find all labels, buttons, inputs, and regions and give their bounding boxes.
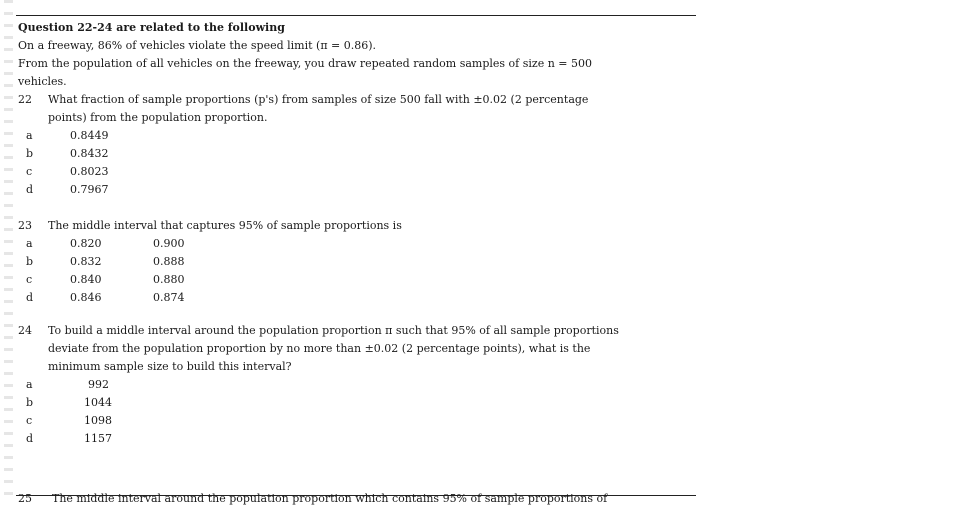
intro-line: On a freeway, 86% of vehicles violate the speed limit (π = 0.86).: [18, 39, 377, 52]
option-letter: c: [26, 165, 33, 178]
option-upper: 0.880: [153, 273, 185, 286]
option-letter: b: [26, 147, 34, 160]
option-d: [18, 430, 698, 448]
question-23: [18, 217, 698, 235]
section-heading: Question 22-24 are related to the following: [18, 21, 285, 34]
question-text: deviate from the population proportion by no more than ±0.02 (2 percentage points), what is the: [48, 342, 591, 355]
intro-line: vehicles.: [18, 75, 67, 88]
option-d: [18, 181, 698, 199]
question-block: [18, 19, 698, 448]
option-letter: a: [26, 378, 33, 391]
top-rule: [16, 15, 696, 16]
option-letter: d: [26, 432, 34, 445]
option-a: [18, 376, 698, 394]
option-letter: d: [26, 291, 34, 304]
option-c: [18, 412, 698, 430]
option-lower: 0.832: [70, 255, 102, 268]
option-value: 0.8023: [70, 165, 109, 178]
option-letter: b: [26, 255, 34, 268]
option-d: [18, 289, 698, 307]
option-b: [18, 253, 698, 271]
option-value: 0.8432: [70, 147, 109, 160]
question-text: points) from the population proportion.: [48, 111, 268, 124]
option-letter: c: [26, 414, 33, 427]
question-text: What fraction of sample proportions (p's) from samples of size 500 fall with ±0.02 (2 percentage: [48, 93, 589, 106]
intro-line: From the population of all vehicles on the freeway, you draw repeated random samples of size n = 500: [18, 57, 592, 70]
option-value: 992: [88, 378, 109, 391]
option-b: [18, 145, 698, 163]
question-number: 25: [18, 492, 32, 505]
option-letter: b: [26, 396, 34, 409]
question-25-partial: [18, 490, 607, 508]
question-number: 22: [18, 93, 32, 106]
question-22: [18, 91, 698, 127]
option-letter: d: [26, 183, 34, 196]
option-lower: 0.846: [70, 291, 102, 304]
option-a: [18, 127, 698, 145]
option-lower: 0.840: [70, 273, 102, 286]
question-number: 23: [18, 219, 32, 232]
option-letter: a: [26, 237, 33, 250]
option-letter: c: [26, 273, 33, 286]
question-24: [18, 322, 698, 376]
option-c: [18, 163, 698, 181]
option-upper: 0.888: [153, 255, 185, 268]
question-text: The middle interval around the population proportion which contains 95% of sample proportions of: [52, 492, 608, 505]
question-text: The middle interval that captures 95% of sample proportions is: [48, 219, 402, 232]
option-upper: 0.900: [153, 237, 185, 250]
question-text: minimum sample size to build this interval?: [48, 360, 292, 373]
option-c: [18, 271, 698, 289]
option-value: 1157: [84, 432, 112, 445]
question-text: To build a middle interval around the population proportion π such that 95% of all sample proportions: [48, 324, 619, 337]
option-letter: a: [26, 129, 33, 142]
left-margin-ruler: [4, 0, 13, 503]
option-a: [18, 235, 698, 253]
question-number: 24: [18, 324, 32, 337]
option-value: 0.8449: [70, 129, 109, 142]
option-b: [18, 394, 698, 412]
option-value: 1098: [84, 414, 112, 427]
option-value: 1044: [84, 396, 112, 409]
option-lower: 0.820: [70, 237, 102, 250]
option-upper: 0.874: [153, 291, 185, 304]
option-value: 0.7967: [70, 183, 109, 196]
